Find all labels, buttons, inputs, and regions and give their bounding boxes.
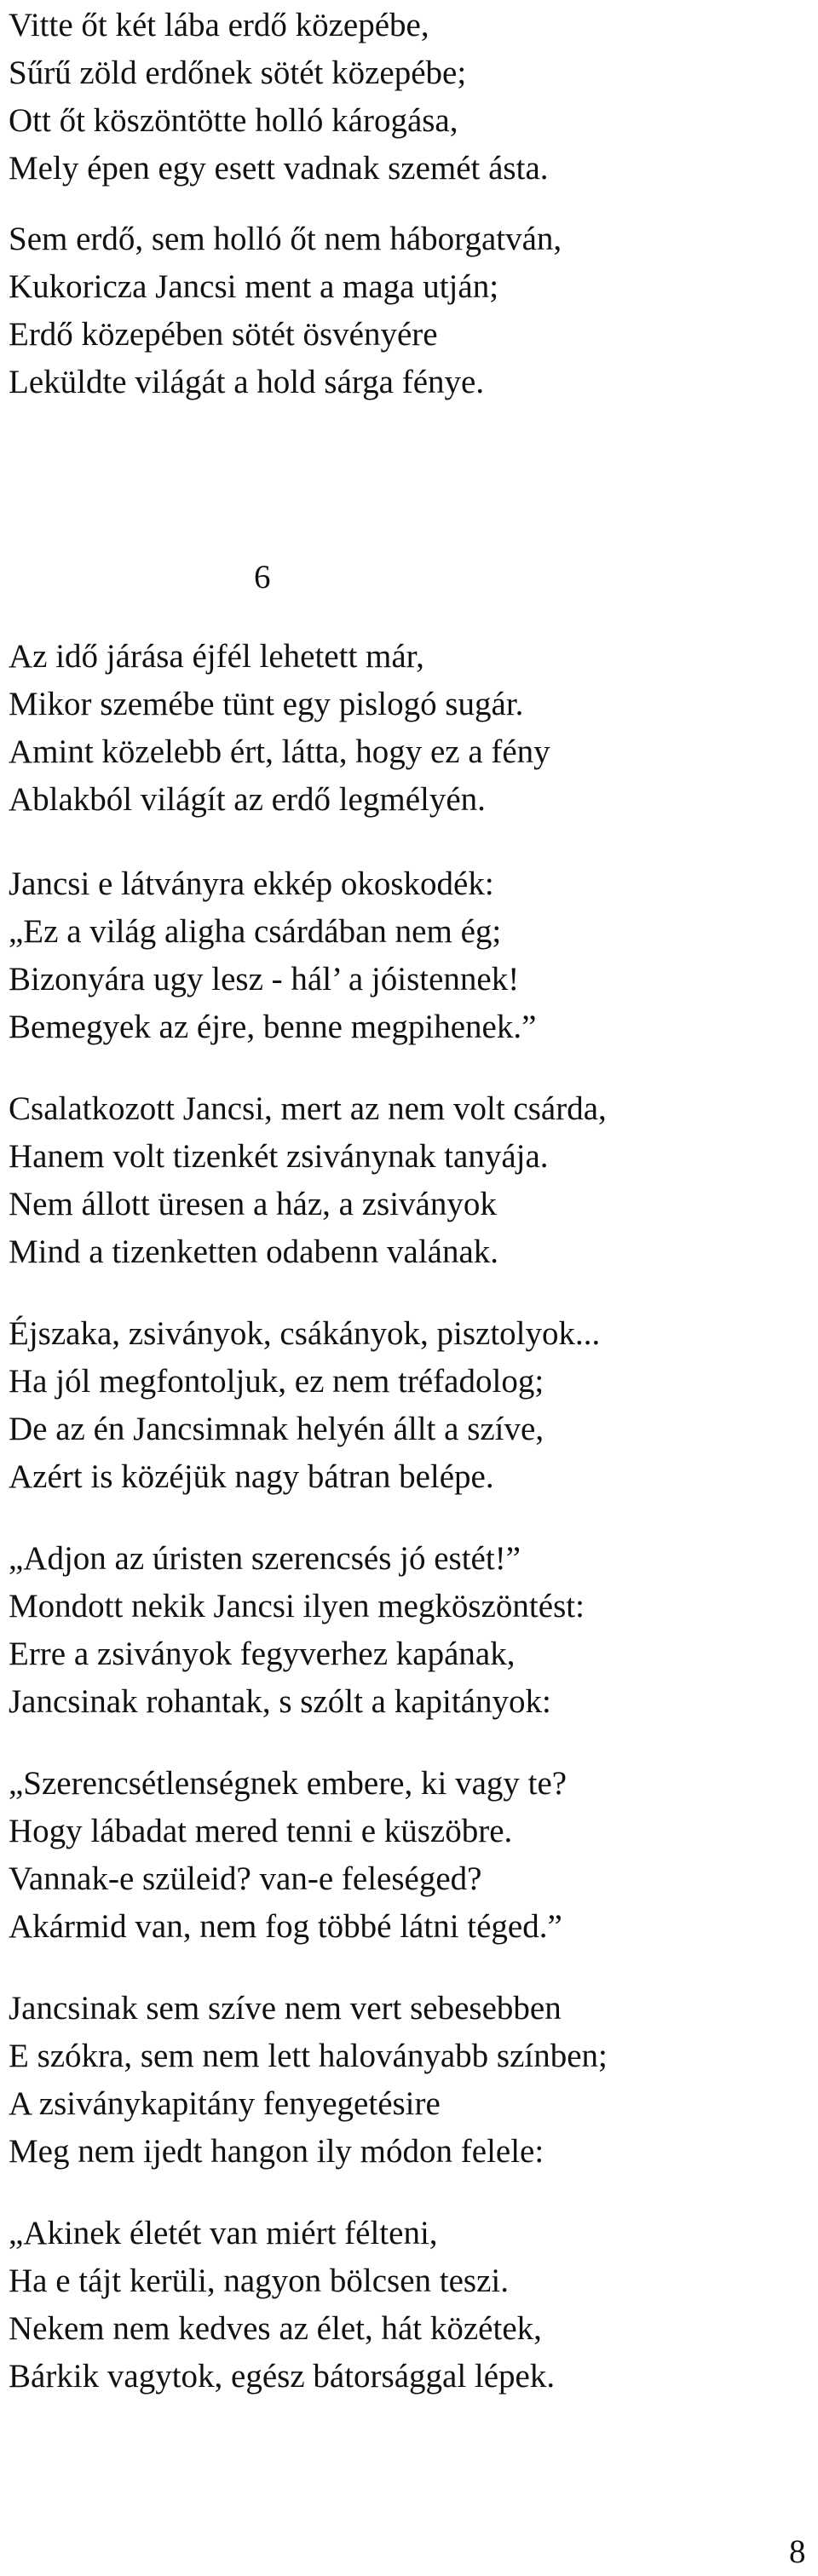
stanza-5 — [9, 1085, 801, 1276]
stanza-8 — [9, 1760, 801, 1951]
page-number: 8 — [789, 2533, 806, 2570]
poem-line: De az én Jancsimnak helyén állt a szíve, — [9, 1411, 544, 1447]
stanza-9 — [9, 1985, 801, 2176]
stanza-2 — [9, 216, 801, 406]
stanza-6 — [9, 1310, 801, 1501]
poem-line: Leküldte világát a hold sárga fénye. — [9, 364, 485, 400]
poem-line: Mind a tizenketten odabenn valának. — [9, 1233, 499, 1270]
poem-line: Bárkik vagytok, egész bátorsággal lépek. — [9, 2358, 556, 2395]
poem-line: Amint közelebb ért, látta, hogy ez a fény — [9, 733, 550, 770]
poem-line: Éjszaka, zsiványok, csákányok, pisztolyok... — [9, 1315, 601, 1352]
poem-line: „Adjon az úristen szerencsés jó estét!” — [9, 1540, 521, 1577]
poem-line: Erre a zsiványok fegyverhez kapának, — [9, 1636, 516, 1672]
poem-line: Ha jól megfontoljuk, ez nem tréfadolog; — [9, 1363, 544, 1400]
poem-line: Vitte őt két lába erdő közepébe, — [9, 7, 429, 43]
poem-line: Jancsi e látványra ekkép okoskodék: — [9, 865, 494, 902]
chapter-number: 6 — [254, 559, 271, 595]
poem-line: Bizonyára ugy lesz - hál’ a jóistennek! — [9, 961, 520, 998]
stanza-10 — [9, 2210, 801, 2401]
poem-line: Az idő járása éjfél lehetett már, — [9, 638, 424, 675]
poem-line: Ott őt köszöntötte holló károgása, — [9, 102, 458, 139]
poem-line: A zsiványkapitány fenyegetésire — [9, 2085, 441, 2122]
poem-line: Hogy lábadat mered tenni e küszöbre. — [9, 1813, 513, 1849]
poem-line: Vannak-e szüleid? van-e feleséged? — [9, 1860, 482, 1897]
poem-line: Sem erdő, sem holló őt nem háborgatván, — [9, 221, 562, 257]
poem-line: Azért is közéjük nagy bátran belépe. — [9, 1458, 494, 1495]
poem-line: Mondott nekik Jancsi ilyen megköszöntést: — [9, 1588, 585, 1624]
poem-line: Nem állott üresen a ház, a zsiványok — [9, 1186, 497, 1222]
stanza-1 — [9, 2, 801, 193]
poem-line: Akármid van, nem fog többé látni téged.” — [9, 1908, 562, 1945]
poem-line: Meg nem ijedt hangon ily módon felele: — [9, 2133, 544, 2170]
poem-line: Ablakból világít az erdő legmélyén. — [9, 781, 486, 818]
poem-line: Bemegyek az éjre, benne megpihenek.” — [9, 1009, 537, 1045]
poem-line: Jancsinak sem szíve nem vert sebesebben — [9, 1990, 562, 2027]
poem-line: „Szerencsétlenségnek embere, ki vagy te? — [9, 1765, 567, 1802]
poem-line: „Akinek életét van miért félteni, — [9, 2215, 438, 2251]
poem-line: Csalatkozott Jancsi, mert az nem volt csárda, — [9, 1090, 607, 1127]
poem-line: Mikor szemébe tünt egy pislogó sugár. — [9, 686, 524, 722]
stanza-4 — [9, 860, 801, 1051]
poem-line: Kukoricza Jancsi ment a maga utján; — [9, 268, 499, 305]
poem-line: Hanem volt tizenkét zsiványnak tanyája. — [9, 1138, 549, 1175]
poem-line: E szókra, sem nem lett haloványabb színben; — [9, 2038, 608, 2074]
poem-line: Erdő közepében sötét ösvényére — [9, 316, 438, 353]
poem-line: Ha e tájt kerüli, nagyon bölcsen teszi. — [9, 2263, 509, 2299]
poem-line: Sűrű zöld erdőnek sötét közepébe; — [9, 55, 467, 91]
stanza-3 — [9, 633, 801, 824]
poem-line: „Ez a világ aligha csárdában nem ég; — [9, 913, 502, 950]
poem-line: Mely épen egy esett vadnak szemét ásta. — [9, 150, 549, 187]
poem-line: Nekem nem kedves az élet, hát közétek, — [9, 2310, 542, 2347]
stanza-7 — [9, 1535, 801, 1726]
poem-line: Jancsinak rohantak, s szólt a kapitányok: — [9, 1683, 551, 1720]
